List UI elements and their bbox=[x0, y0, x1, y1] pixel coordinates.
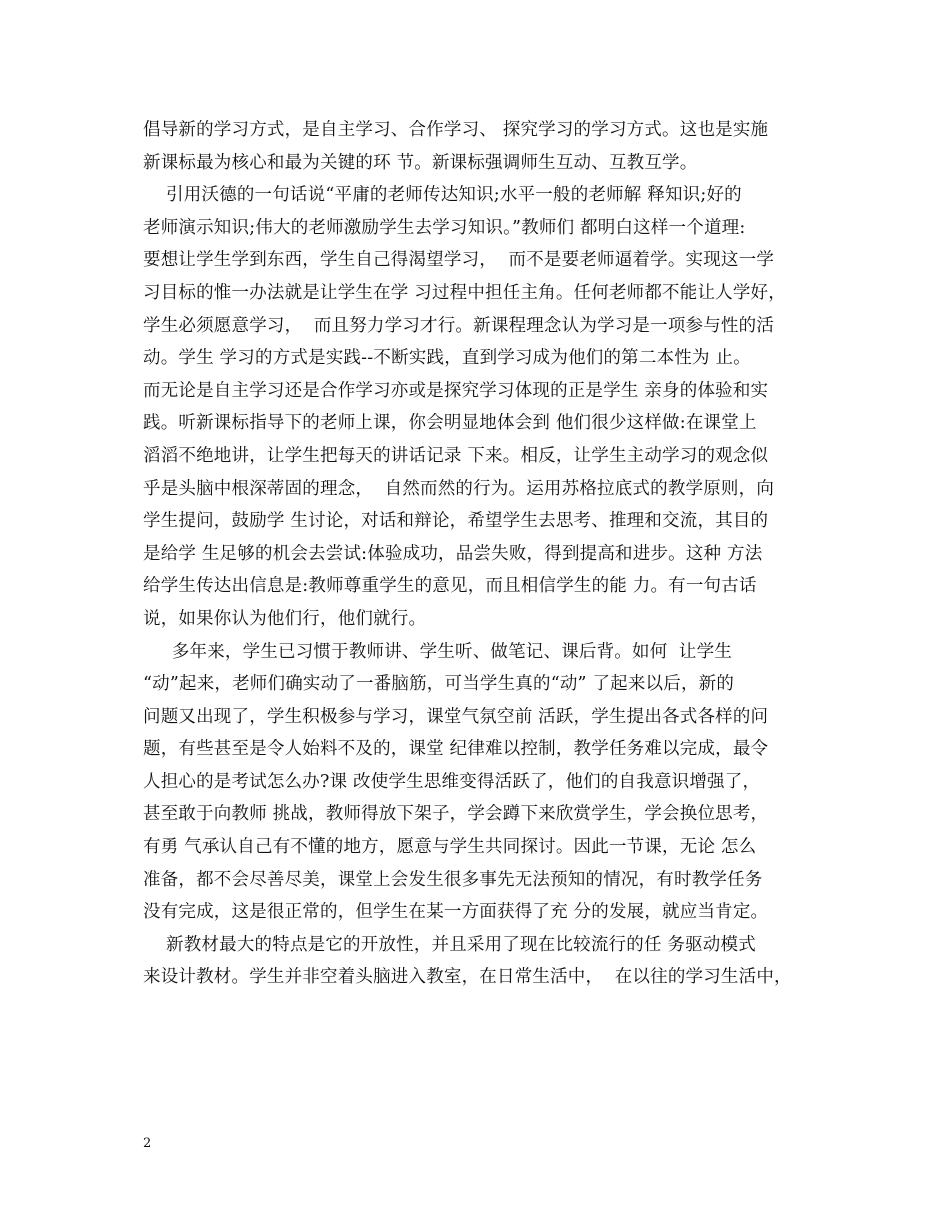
text-line: 动。学生 学习的方式是实践--不断实践，直到学习成为他们的第二本性为 止。 bbox=[143, 348, 751, 369]
text-line: 学生提问，鼓励学 生讨论，对话和辩论，希望学生去思考、推理和交流，其目的 bbox=[143, 511, 769, 532]
text-line: 滔滔不绝地讲，让学生把每天的讲话记录 下来。相反，让学生主动学习的观念似 bbox=[143, 445, 769, 466]
text-line: 有勇 气承认自己有不懂的地方，愿意与学生共同探讨。因此一节课，无论 怎么 bbox=[143, 837, 757, 858]
text-line: 践。听新课标指导下的老师上课，你会明显地体会到 他们很少这样做:在课堂上 bbox=[143, 413, 757, 434]
text-line: 准备，都不会尽善尽美，课堂上会发生很多事先无法预知的情况，有时教学任务 bbox=[143, 869, 763, 890]
text-line: 要想让学生学到东西，学生自己得渴望学习， 而不是要老师逼着学。实现这一学 bbox=[143, 250, 775, 271]
text-line: 学生必须愿意学习， 而且努力学习才行。新课程理念认为学习是一项参与性的活 bbox=[143, 315, 775, 336]
text-line: “动”起来，老师们确实动了一番脑筋，可当学生真的“动” 了起来以后，新的 bbox=[143, 674, 735, 695]
text-line: 说，如果你认为他们行，他们就行。 bbox=[143, 608, 427, 629]
text-line: 题，有些甚至是令人始料不及的，课堂 纪律难以控制，教学任务难以完成，最令 bbox=[143, 739, 769, 760]
text-line: 人担心的是考试怎么办?课 改使学生思维变得活跃了，他们的自我意识增强了， bbox=[143, 771, 761, 792]
text-line: 老师演示知识;伟大的老师激励学生去学习知识。”教师们 都明白这样一个道理: bbox=[143, 217, 746, 238]
text-line: 乎是头脑中根深蒂固的理念， 自然而然的行为。运用苏格拉底式的教学原则，向 bbox=[143, 478, 775, 499]
text-line: 来设计教材。学生并非空着头脑进入教室，在日常生活中， 在以往的学习生活中， bbox=[143, 967, 792, 988]
page-number: 2 bbox=[143, 1136, 152, 1151]
text-line: 新课标最为核心和最为关键的环 节。新课标强调师生互动、互教互学。 bbox=[143, 152, 698, 173]
text-line: 给学生传达出信息是:教师尊重学生的意见，而且相信学生的能 力。有一句古话 bbox=[143, 576, 757, 597]
text-line: 没有完成，这是很正常的，但学生在某一方面获得了充 分的发展，就应当肯定。 bbox=[143, 902, 769, 923]
text-line: 新教材最大的特点是它的开放性，并且采用了现在比较流行的任 务驱动模式 bbox=[143, 934, 756, 955]
text-line: 引用沃德的一句话说“平庸的老师传达知识;水平一般的老师解 释知识;好的 bbox=[143, 185, 742, 206]
text-line: 而无论是自主学习还是合作学习亦或是探究学习体现的正是学生 亲身的体验和实 bbox=[143, 380, 769, 401]
text-line: 问题又出现了，学生积极参与学习，课堂气氛空前 活跃，学生提出各式各样的问 bbox=[143, 706, 769, 727]
text-line: 倡导新的学习方式，是自主学习、合作学习、 探究学习的学习方式。这也是实施 bbox=[143, 120, 769, 140]
text-line: 甚至敢于向教师 挑战，教师得放下架子，学会蹲下来欣赏学生，学会换位思考， bbox=[143, 804, 769, 825]
body-text bbox=[143, 114, 833, 994]
text-line: 是给学 生足够的机会去尝试:体验成功，品尝失败，得到提高和进步。这种 方法 bbox=[143, 543, 763, 564]
text-line: 多年来，学生已习惯于教师讲、学生听、做笔记、课后背。如何 让学生 bbox=[143, 641, 733, 662]
text-line: 习目标的惟一办法就是让学生在学 习过程中担任主角。任何老师都不能让人学好， bbox=[143, 282, 786, 303]
